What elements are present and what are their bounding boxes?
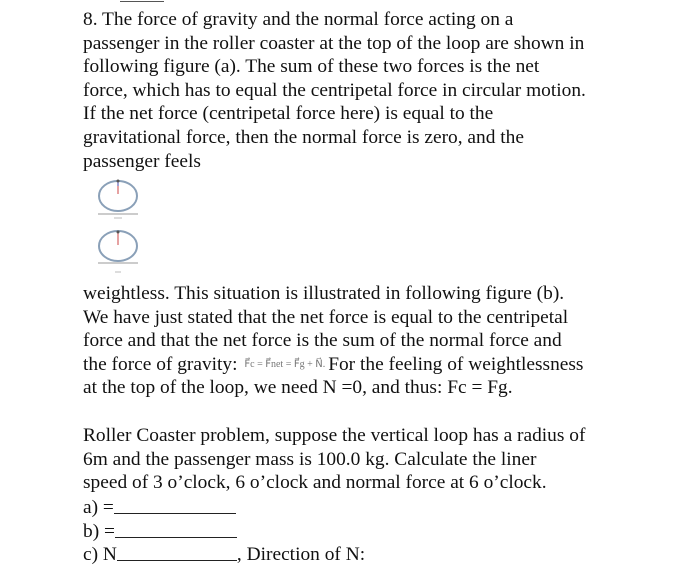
intro-line: If the net force (centripetal force here) is equal to the xyxy=(83,103,494,125)
explanation-paragraph xyxy=(83,282,683,400)
answer-c-label: c) N xyxy=(83,544,117,566)
question-line: speed of 3 o’clock, 6 o’clock and normal force at 6 o’clock. xyxy=(83,472,547,494)
question-line: Roller Coaster problem, suppose the vertical loop has a radius of xyxy=(83,425,586,446)
explanation-line-formula xyxy=(83,353,683,377)
answer-a-label: a) = xyxy=(83,497,114,518)
intro-line: force, which has to equal the centripetal force in circular motion. xyxy=(83,79,586,101)
intro-line: passenger in the roller coaster at the top of the loop are shown in xyxy=(83,32,585,54)
explanation-line: weightless. This situation is illustrated in following figure (b). xyxy=(83,283,565,304)
figure-a-loop-diagram xyxy=(94,178,144,220)
answer-b-label: b) = xyxy=(83,520,115,542)
intro-line: gravitational force, then the normal force is zero, and the xyxy=(83,126,524,148)
answer-c-direction-label: , Direction of N: xyxy=(236,544,366,566)
force-equation: F⃗c = F⃗net = F⃗g + N⃗. xyxy=(244,358,326,370)
answer-c-row xyxy=(83,543,365,567)
explanation-line: force and that the net force is the sum of the normal force and xyxy=(83,330,562,352)
answer-a-blank[interactable] xyxy=(114,496,236,514)
question-line: 6m and the passenger mass is 100.0 kg. Calculate the liner xyxy=(83,448,537,470)
top-rule xyxy=(120,1,164,2)
figure-b-loop-diagram xyxy=(94,228,144,276)
answer-c-blank[interactable] xyxy=(117,543,237,561)
answer-b-blank[interactable] xyxy=(115,520,237,538)
intro-line: passenger feels xyxy=(83,150,201,172)
intro-line: 8. The force of gravity and the normal force acting on a xyxy=(83,9,514,30)
answer-a-row xyxy=(83,496,365,520)
explanation-line: We have just stated that the net force is equal to the centripetal xyxy=(83,306,569,328)
explanation-line: at the top of the loop, we need N =0, and thus: Fc = Fg. xyxy=(83,377,513,399)
answer-b-row xyxy=(83,520,365,544)
question-paragraph xyxy=(83,424,683,495)
intro-line: following figure (a). The sum of these two forces is the net xyxy=(83,56,540,78)
problem-intro xyxy=(83,8,683,173)
formula-lead-text: the force of gravity: xyxy=(83,353,238,375)
formula-trail-text: For the feeling of weightlessness xyxy=(328,353,584,375)
answer-section xyxy=(83,496,365,567)
